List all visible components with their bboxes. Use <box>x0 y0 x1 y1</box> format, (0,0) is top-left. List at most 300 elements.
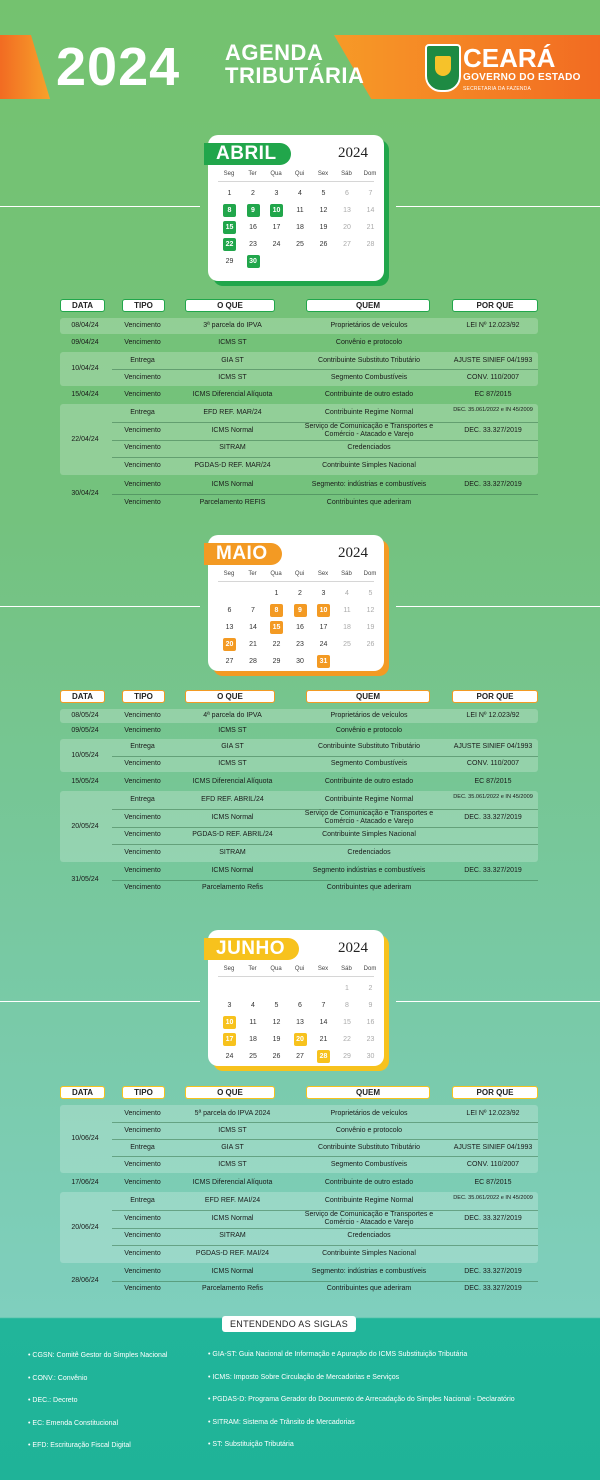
abril-cell-tipo: Vencimento <box>124 481 161 488</box>
maio-cell-tipo: Vencimento <box>124 831 161 839</box>
abril-cell-oque: Parcelamento REFIS <box>199 499 266 506</box>
junho-day-16[interactable]: 16 <box>366 1019 375 1026</box>
maio-day-27[interactable]: 27 <box>225 658 234 665</box>
maio-weekday-Dom: Dom <box>363 571 377 577</box>
abril-header-por-que: POR QUE <box>452 299 538 312</box>
legend-item-left: • CGSN: Comitê Gestor do Simples Nacional <box>28 1352 168 1359</box>
junho-row-divider <box>112 1156 538 1157</box>
header-left-banner <box>0 35 50 99</box>
maio-row-divider <box>112 880 538 881</box>
maio-cell-oque: SITRAM <box>219 849 246 857</box>
junho-cell-quem: Contribuintes que aderiram <box>326 1284 412 1292</box>
abril-day-22[interactable]: 22 <box>223 238 236 251</box>
maio-cell-porque: CONV. 110/2007 <box>466 759 520 767</box>
maio-month-label: MAIO <box>204 543 282 565</box>
abril-day-13[interactable]: 13 <box>343 207 351 214</box>
junho-cell-quem: Contribuinte Simples Nacional <box>322 1250 416 1258</box>
maio-weekday-Sáb: Sáb <box>341 571 352 577</box>
junho-row-divider <box>112 1139 538 1140</box>
maio-cell-tipo: Vencimento <box>124 727 161 734</box>
junho-day-24[interactable]: 24 <box>225 1053 234 1060</box>
junho-day-10[interactable]: 10 <box>223 1016 236 1029</box>
abril-day-3[interactable]: 3 <box>274 190 279 197</box>
maio-cell-oque: ICMS ST <box>218 759 247 767</box>
abril-divider-right <box>396 206 600 207</box>
abril-day-27[interactable]: 27 <box>343 241 351 248</box>
abril-day-21[interactable]: 21 <box>366 224 375 231</box>
junho-calendar-year: 2024 <box>338 940 368 956</box>
junho-day-27[interactable]: 27 <box>296 1053 304 1060</box>
junho-day-26[interactable]: 26 <box>272 1053 281 1060</box>
abril-cell-porque: AJUSTE SINIEF 04/1993 <box>453 356 533 364</box>
maio-day-20[interactable]: 20 <box>223 638 236 651</box>
maio-cell-oque: 4ª parcela do IPVA <box>203 712 262 719</box>
junho-cell-porque: DEC. 35.061/2022 e IN 45/2009 <box>453 1194 533 1201</box>
maio-cell-oque: ICMS Normal <box>211 867 254 875</box>
junho-day-30[interactable]: 30 <box>366 1053 375 1060</box>
abril-cell-tipo: Vencimento <box>124 499 161 506</box>
abril-day-29[interactable]: 29 <box>225 258 234 265</box>
maio-date-08/05/24: 08/05/24 <box>71 712 99 719</box>
maio-cell-tipo: Vencimento <box>124 883 161 891</box>
junho-header-quem: QUEM <box>306 1086 430 1099</box>
maio-header-data: DATA <box>60 690 105 703</box>
abril-header-tipo: TIPO <box>122 299 165 312</box>
maio-day-4[interactable]: 4 <box>345 590 349 597</box>
maio-day-16[interactable]: 16 <box>296 624 304 631</box>
abril-cell-tipo: Vencimento <box>124 373 161 381</box>
legend-item-left: • DEC.: Decreto <box>28 1397 78 1404</box>
junho-row-divider <box>112 1228 538 1229</box>
junho-cell-porque: DEC. 33.327/2019 <box>464 1214 522 1222</box>
abril-date-15/04/24: 15/04/24 <box>71 391 99 398</box>
maio-day-19[interactable]: 19 <box>366 624 375 631</box>
abril-header-quem: QUEM <box>306 299 430 312</box>
junho-day-1[interactable]: 1 <box>345 985 349 992</box>
abril-cell-tipo: Vencimento <box>124 322 161 329</box>
legend-item-right: • ST: Substituição Tributária <box>208 1441 294 1448</box>
maio-weekday-Seg: Seg <box>223 571 235 577</box>
junho-cell-tipo: Vencimento <box>124 1178 161 1186</box>
abril-day-9[interactable]: 9 <box>247 204 260 217</box>
legend-item-right: • GIA-ST: Guia Nacional de Informação e Apuração do ICMS Substituição Tributária <box>208 1351 468 1358</box>
maio-date-15/05/24: 15/05/24 <box>71 777 99 785</box>
abril-cell-tipo: Vencimento <box>124 462 161 470</box>
maio-calendar-year: 2024 <box>338 545 368 561</box>
maio-cell-tipo: Vencimento <box>124 867 161 875</box>
abril-day-26[interactable]: 26 <box>319 241 328 248</box>
maio-cell-quem: Contribuinte de outro estado <box>324 777 414 785</box>
abril-cell-porque: DEC. 33.327/2019 <box>464 426 522 434</box>
abril-cell-oque: PGDAS-D REF. MAR/24 <box>194 462 271 470</box>
maio-cell-tipo: Vencimento <box>124 813 161 821</box>
junho-calendar <box>208 930 384 1066</box>
junho-cell-oque: ICMS Diferencial Alíquota <box>192 1178 273 1186</box>
maio-divider-left <box>0 606 200 607</box>
junho-cell-porque: DEC. 33.327/2019 <box>464 1268 522 1276</box>
junho-cell-quem: Contribuinte de outro estado <box>324 1178 414 1186</box>
maio-cell-quem: Segmento Combustíveis <box>330 759 408 767</box>
junho-cell-quem: Segmento: indústrias e combustíveis <box>311 1268 427 1276</box>
junho-weekday-Qui: Qui <box>294 966 305 972</box>
abril-cell-quem: Convênio e protocolo <box>335 339 403 346</box>
abril-row-divider <box>112 440 538 441</box>
junho-cell-oque: EFD REF. MAI/24 <box>204 1196 261 1204</box>
maio-weekday-Qua: Qua <box>270 571 282 577</box>
junho-cell-oque: ICMS Normal <box>211 1268 254 1276</box>
maio-day-13[interactable]: 13 <box>225 624 234 631</box>
maio-day-1[interactable]: 1 <box>274 590 279 597</box>
maio-day-6[interactable]: 6 <box>227 607 232 614</box>
abril-row-divider <box>112 369 538 370</box>
maio-cell-porque: DEC. 35.061/2022 e IN 45/2009 <box>453 793 533 800</box>
junho-day-15[interactable]: 15 <box>343 1019 351 1026</box>
abril-weekday-Ter: Ter <box>248 171 257 177</box>
junho-day-18[interactable]: 18 <box>249 1036 257 1043</box>
maio-cell-porque: EC 87/2015 <box>474 777 512 785</box>
junho-cell-porque: EC 87/2015 <box>474 1178 512 1186</box>
junho-day-8[interactable]: 8 <box>345 1002 349 1009</box>
abril-cell-oque: ICMS Diferencial Alíquota <box>192 391 273 398</box>
maio-day-17[interactable]: 17 <box>319 624 328 631</box>
maio-cell-oque: GIA ST <box>221 743 244 751</box>
junho-weekday-Sáb: Sáb <box>341 966 352 972</box>
junho-date-10/06/24: 10/06/24 <box>71 1135 99 1142</box>
maio-day-7[interactable]: 7 <box>251 607 255 614</box>
abril-cell-quem: Contribuinte Simples Nacional <box>322 462 416 470</box>
abril-day-25[interactable]: 25 <box>296 241 304 248</box>
abril-cell-quem: Contribuinte Regime Normal <box>324 408 414 416</box>
abril-day-7[interactable]: 7 <box>368 190 373 197</box>
maio-cell-porque: DEC. 33.327/2019 <box>464 867 522 875</box>
maio-cell-quem: Credenciados <box>347 849 391 857</box>
abril-cell-porque: CONV. 110/2007 <box>466 373 520 381</box>
junho-cell-tipo: Vencimento <box>124 1109 161 1117</box>
abril-day-8[interactable]: 8 <box>223 204 236 217</box>
maio-cell-quem: Contribuinte Simples Nacional <box>322 831 416 839</box>
junho-weekday-Sex: Sex <box>317 966 329 972</box>
maio-date-31/05/24: 31/05/24 <box>71 875 99 883</box>
maio-header-tipo: TIPO <box>122 690 165 703</box>
junho-header-tipo: TIPO <box>122 1086 165 1099</box>
maio-cell-quem: Contribuinte Substituto Tributário <box>318 743 420 751</box>
maio-cell-tipo: Vencimento <box>124 712 161 719</box>
abril-cell-quem: Contribuinte de outro estado <box>324 391 414 398</box>
maio-calendar <box>208 535 384 671</box>
abril-day-16[interactable]: 16 <box>249 224 257 231</box>
maio-day-31[interactable]: 31 <box>317 655 330 668</box>
maio-cell-porque: DEC. 33.327/2019 <box>464 813 522 821</box>
abril-cell-oque: SITRAM <box>219 444 246 452</box>
maio-day-8[interactable]: 8 <box>270 604 283 617</box>
maio-day-14[interactable]: 14 <box>249 624 257 631</box>
maio-day-21[interactable]: 21 <box>249 641 257 648</box>
abril-header-o-que: O QUE <box>185 299 275 312</box>
junho-day-23[interactable]: 23 <box>366 1036 375 1043</box>
abril-cell-tipo: Entrega <box>130 408 155 416</box>
maio-cell-oque: EFD REF. ABRIL/24 <box>201 795 264 803</box>
maio-day-26[interactable]: 26 <box>366 641 375 648</box>
maio-cell-porque: AJUSTE SINIEF 04/1993 <box>453 743 533 751</box>
maio-cell-oque: ICMS Diferencial Alíquota <box>192 777 273 785</box>
abril-calendar-year: 2024 <box>338 145 368 161</box>
abril-cell-porque: DEC. 33.327/2019 <box>464 481 522 488</box>
junho-cell-quem: Contribuinte Substituto Tributário <box>318 1143 420 1151</box>
junho-cell-oque: SITRAM <box>219 1232 246 1240</box>
abril-day-15[interactable]: 15 <box>223 221 236 234</box>
junho-cell-porque: CONV. 110/2007 <box>466 1160 520 1168</box>
abril-cell-oque: 3ª parcela do IPVA <box>203 322 262 329</box>
junho-day-17[interactable]: 17 <box>223 1033 236 1046</box>
maio-day-15[interactable]: 15 <box>270 621 283 634</box>
legend-item-left: • EFD: Escrituração Fiscal Digital <box>28 1442 131 1449</box>
junho-day-6[interactable]: 6 <box>298 1002 302 1009</box>
abril-weekday-Qui: Qui <box>294 171 305 177</box>
junho-day-4[interactable]: 4 <box>251 1002 255 1009</box>
maio-header-o-que: O QUE <box>185 690 275 703</box>
junho-cell-porque: AJUSTE SINIEF 04/1993 <box>453 1143 533 1151</box>
maio-cell-oque: Parcelamento Refis <box>201 883 264 891</box>
header-year: 2024 <box>56 37 181 97</box>
junho-day-14[interactable]: 14 <box>319 1019 328 1026</box>
junho-weekday-Qua: Qua <box>270 966 282 972</box>
abril-weekday-Qua: Qua <box>270 171 282 177</box>
junho-cell-quem: Proprietários de veículos <box>330 1109 408 1117</box>
abril-day-12[interactable]: 12 <box>319 207 328 214</box>
maio-day-18[interactable]: 18 <box>343 624 351 631</box>
abril-cell-quem: Contribuinte Substituto Tributário <box>318 356 420 364</box>
junho-day-2[interactable]: 2 <box>368 985 373 992</box>
maio-cell-oque: ICMS Normal <box>211 813 254 821</box>
maio-date-20/05/24: 20/05/24 <box>71 822 99 830</box>
junho-cell-tipo: Entrega <box>130 1196 155 1204</box>
abril-date-22/04/24: 22/04/24 <box>71 435 99 443</box>
junho-row-divider <box>112 1281 538 1282</box>
abril-day-5[interactable]: 5 <box>321 190 326 197</box>
junho-day-19[interactable]: 19 <box>272 1036 281 1043</box>
junho-day-13[interactable]: 13 <box>296 1019 304 1026</box>
maio-cell-oque: PGDAS-D REF. ABRIL/24 <box>192 831 273 839</box>
junho-day-25[interactable]: 25 <box>249 1053 257 1060</box>
abril-date-09/04/24: 09/04/24 <box>71 339 99 346</box>
junho-day-3[interactable]: 3 <box>227 1002 232 1009</box>
maio-header-quem: QUEM <box>306 690 430 703</box>
abril-day-19[interactable]: 19 <box>319 224 328 231</box>
junho-divider-left <box>0 1001 200 1002</box>
maio-cell-quem: Proprietários de veículos <box>330 712 408 719</box>
junho-cell-tipo: Entrega <box>130 1143 155 1151</box>
brand-name: CEARÁ <box>463 43 556 73</box>
abril-cell-oque: GIA ST <box>221 356 244 364</box>
abril-cell-porque: EC 87/2015 <box>474 391 512 398</box>
legend-item-left: • CONV.: Convênio <box>28 1374 88 1382</box>
maio-row-divider <box>112 844 538 845</box>
junho-cell-tipo: Vencimento <box>124 1268 161 1276</box>
header-title-line2: TRIBUTÁRIA <box>225 63 365 88</box>
junho-cell-oque: Parcelamento Refis <box>201 1284 264 1292</box>
maio-day-10[interactable]: 10 <box>317 604 330 617</box>
maio-date-09/05/24: 09/05/24 <box>71 727 99 734</box>
maio-cell-tipo: Vencimento <box>124 777 161 785</box>
junho-date-28/06/24: 28/06/24 <box>71 1276 99 1284</box>
abril-cell-oque: ICMS ST <box>218 339 247 346</box>
junho-cell-oque: GIA ST <box>221 1143 244 1151</box>
abril-header-data: DATA <box>60 299 105 312</box>
legend-title: ENTENDENDO AS SIGLAS <box>222 1316 356 1332</box>
abril-cell-tipo: Vencimento <box>124 391 161 398</box>
brand-subtitle: GOVERNO DO ESTADO <box>463 72 581 83</box>
maio-divider-right <box>396 606 600 607</box>
maio-day-3[interactable]: 3 <box>321 590 326 597</box>
junho-cell-oque: ICMS ST <box>218 1160 247 1168</box>
abril-day-17[interactable]: 17 <box>272 224 281 231</box>
maio-cell-quem: Convênio e protocolo <box>335 727 403 734</box>
maio-day-22[interactable]: 22 <box>272 641 281 648</box>
abril-cell-quem: Proprietários de veículos <box>330 322 408 329</box>
junho-cell-oque: ICMS ST <box>218 1126 247 1134</box>
maio-weekday-Ter: Ter <box>248 571 257 577</box>
state-coat-of-arms-icon <box>425 44 461 92</box>
abril-cell-oque: ICMS Normal <box>211 481 254 488</box>
maio-day-11[interactable]: 11 <box>343 607 351 614</box>
junho-cell-quem: Segmento Combustíveis <box>330 1160 408 1168</box>
maio-calendar-divider <box>218 581 374 582</box>
junho-row-divider <box>112 1245 538 1246</box>
maio-day-5[interactable]: 5 <box>368 590 373 597</box>
abril-cell-oque: EFD REF. MAR/24 <box>203 408 262 416</box>
maio-day-9[interactable]: 9 <box>294 604 307 617</box>
abril-cell-quem: Segmento Combustíveis <box>330 373 408 381</box>
junho-cell-oque: 5ª parcela do IPVA 2024 <box>194 1109 271 1117</box>
junho-cell-tipo: Vencimento <box>124 1250 161 1258</box>
junho-cell-tipo: Vencimento <box>124 1214 161 1222</box>
junho-cell-porque: DEC. 33.327/2019 <box>464 1284 522 1292</box>
abril-cell-porque: DEC. 35.061/2022 e IN 45/2009 <box>453 406 533 413</box>
junho-weekday-Seg: Seg <box>223 966 235 972</box>
maio-cell-oque: ICMS ST <box>218 727 247 734</box>
maio-day-29[interactable]: 29 <box>272 658 281 665</box>
abril-month-label: ABRIL <box>204 143 291 165</box>
junho-day-12[interactable]: 12 <box>272 1019 281 1026</box>
abril-date-08/04/24: 08/04/24 <box>71 322 99 329</box>
junho-cell-quem: Contribuinte Regime Normal <box>324 1196 414 1204</box>
abril-cell-tipo: Entrega <box>130 356 155 364</box>
abril-row-divider <box>112 494 538 495</box>
abril-weekday-Sex: Sex <box>317 171 329 177</box>
maio-weekday-Qui: Qui <box>294 571 305 577</box>
abril-cell-oque: ICMS Normal <box>211 426 254 434</box>
junho-weekday-Ter: Ter <box>248 966 257 972</box>
maio-day-23[interactable]: 23 <box>296 641 304 648</box>
maio-weekday-Sex: Sex <box>317 571 329 577</box>
abril-cell-porque: LEI Nº 12.023/92 <box>466 322 520 329</box>
abril-day-1[interactable]: 1 <box>227 190 232 197</box>
maio-cell-porque: LEI Nº 12.023/92 <box>466 712 520 719</box>
abril-cell-tipo: Vencimento <box>124 444 161 452</box>
abril-day-30[interactable]: 30 <box>247 255 260 268</box>
maio-day-12[interactable]: 12 <box>366 607 375 614</box>
junho-day-9[interactable]: 9 <box>368 1002 373 1009</box>
abril-cell-quem: Serviço de Comunicação e Transportes e Comércio - Atacado e Varejo <box>304 422 434 438</box>
junho-day-7[interactable]: 7 <box>321 1002 326 1009</box>
junho-cell-oque: ICMS Normal <box>211 1214 254 1222</box>
abril-calendar-divider <box>218 181 374 182</box>
abril-weekday-Seg: Seg <box>223 171 235 177</box>
maio-cell-tipo: Vencimento <box>124 849 161 857</box>
legend-item-right: • PGDAS-D: Programa Gerador do Documento de Arrecadação do Simples Nacional - Declaratório <box>208 1396 515 1403</box>
abril-weekday-Dom: Dom <box>363 171 377 177</box>
maio-header-por-que: POR QUE <box>452 690 538 703</box>
abril-day-2[interactable]: 2 <box>251 190 255 197</box>
abril-divider-left <box>0 206 200 207</box>
junho-cell-oque: PGDAS-D REF. MAI/24 <box>195 1250 270 1258</box>
junho-day-11[interactable]: 11 <box>249 1019 257 1026</box>
maio-row-divider <box>112 827 538 828</box>
junho-month-label: JUNHO <box>204 938 299 960</box>
maio-day-24[interactable]: 24 <box>319 641 328 648</box>
junho-cell-quem: Serviço de Comunicação e Transportes e Comércio - Atacado e Varejo <box>304 1210 434 1226</box>
abril-cell-oque: ICMS ST <box>218 373 247 381</box>
abril-weekday-Sáb: Sáb <box>341 171 352 177</box>
legend-item-left: • EC: Emenda Constitucional <box>28 1419 118 1427</box>
abril-day-23[interactable]: 23 <box>249 241 257 248</box>
abril-day-20[interactable]: 20 <box>343 224 351 231</box>
maio-cell-quem: Contribuinte Regime Normal <box>324 795 414 803</box>
junho-divider-right <box>396 1001 600 1002</box>
abril-day-14[interactable]: 14 <box>366 207 375 214</box>
abril-day-24[interactable]: 24 <box>272 241 281 248</box>
maio-day-2[interactable]: 2 <box>298 590 302 597</box>
abril-day-4[interactable]: 4 <box>298 190 302 197</box>
abril-calendar <box>208 135 384 281</box>
maio-cell-tipo: Entrega <box>130 743 155 751</box>
maio-cell-tipo: Vencimento <box>124 759 161 767</box>
abril-day-28[interactable]: 28 <box>366 241 375 248</box>
abril-cell-quem: Credenciados <box>347 444 391 452</box>
junho-day-28[interactable]: 28 <box>317 1050 330 1063</box>
junho-header-o-que: O QUE <box>185 1086 275 1099</box>
junho-day-29[interactable]: 29 <box>343 1053 351 1060</box>
maio-day-30[interactable]: 30 <box>296 658 304 665</box>
abril-day-10[interactable]: 10 <box>270 204 283 217</box>
abril-day-18[interactable]: 18 <box>296 224 304 231</box>
abril-day-6[interactable]: 6 <box>345 190 349 197</box>
junho-header-data: DATA <box>60 1086 105 1099</box>
junho-header-por-que: POR QUE <box>452 1086 538 1099</box>
abril-cell-tipo: Vencimento <box>124 339 161 346</box>
junho-date-17/06/24: 17/06/24 <box>71 1178 99 1186</box>
maio-day-25[interactable]: 25 <box>343 641 351 648</box>
junho-calendar-divider <box>218 976 374 977</box>
abril-cell-quem: Segmento: indústrias e combustíveis <box>311 481 427 488</box>
junho-day-20[interactable]: 20 <box>294 1033 307 1046</box>
abril-cell-tipo: Vencimento <box>124 426 161 434</box>
maio-cell-quem: Segmento indústrias e combustíveis <box>312 867 426 875</box>
maio-day-28[interactable]: 28 <box>249 658 257 665</box>
junho-cell-quem: Credenciados <box>347 1232 391 1240</box>
maio-cell-quem: Contribuintes que aderiram <box>326 883 412 891</box>
header-title-line1: AGENDA <box>225 40 324 65</box>
junho-day-21[interactable]: 21 <box>319 1036 328 1043</box>
junho-day-22[interactable]: 22 <box>343 1036 351 1043</box>
junho-date-20/06/24: 20/06/24 <box>71 1223 99 1231</box>
junho-day-5[interactable]: 5 <box>274 1002 279 1009</box>
maio-date-10/05/24: 10/05/24 <box>71 751 99 759</box>
header-title <box>225 41 364 87</box>
maio-cell-quem: Serviço de Comunicação e Transportes e Comércio - Atacado e Varejo <box>304 809 434 825</box>
abril-day-11[interactable]: 11 <box>296 207 304 214</box>
junho-cell-quem: Convênio e protocolo <box>335 1126 403 1134</box>
